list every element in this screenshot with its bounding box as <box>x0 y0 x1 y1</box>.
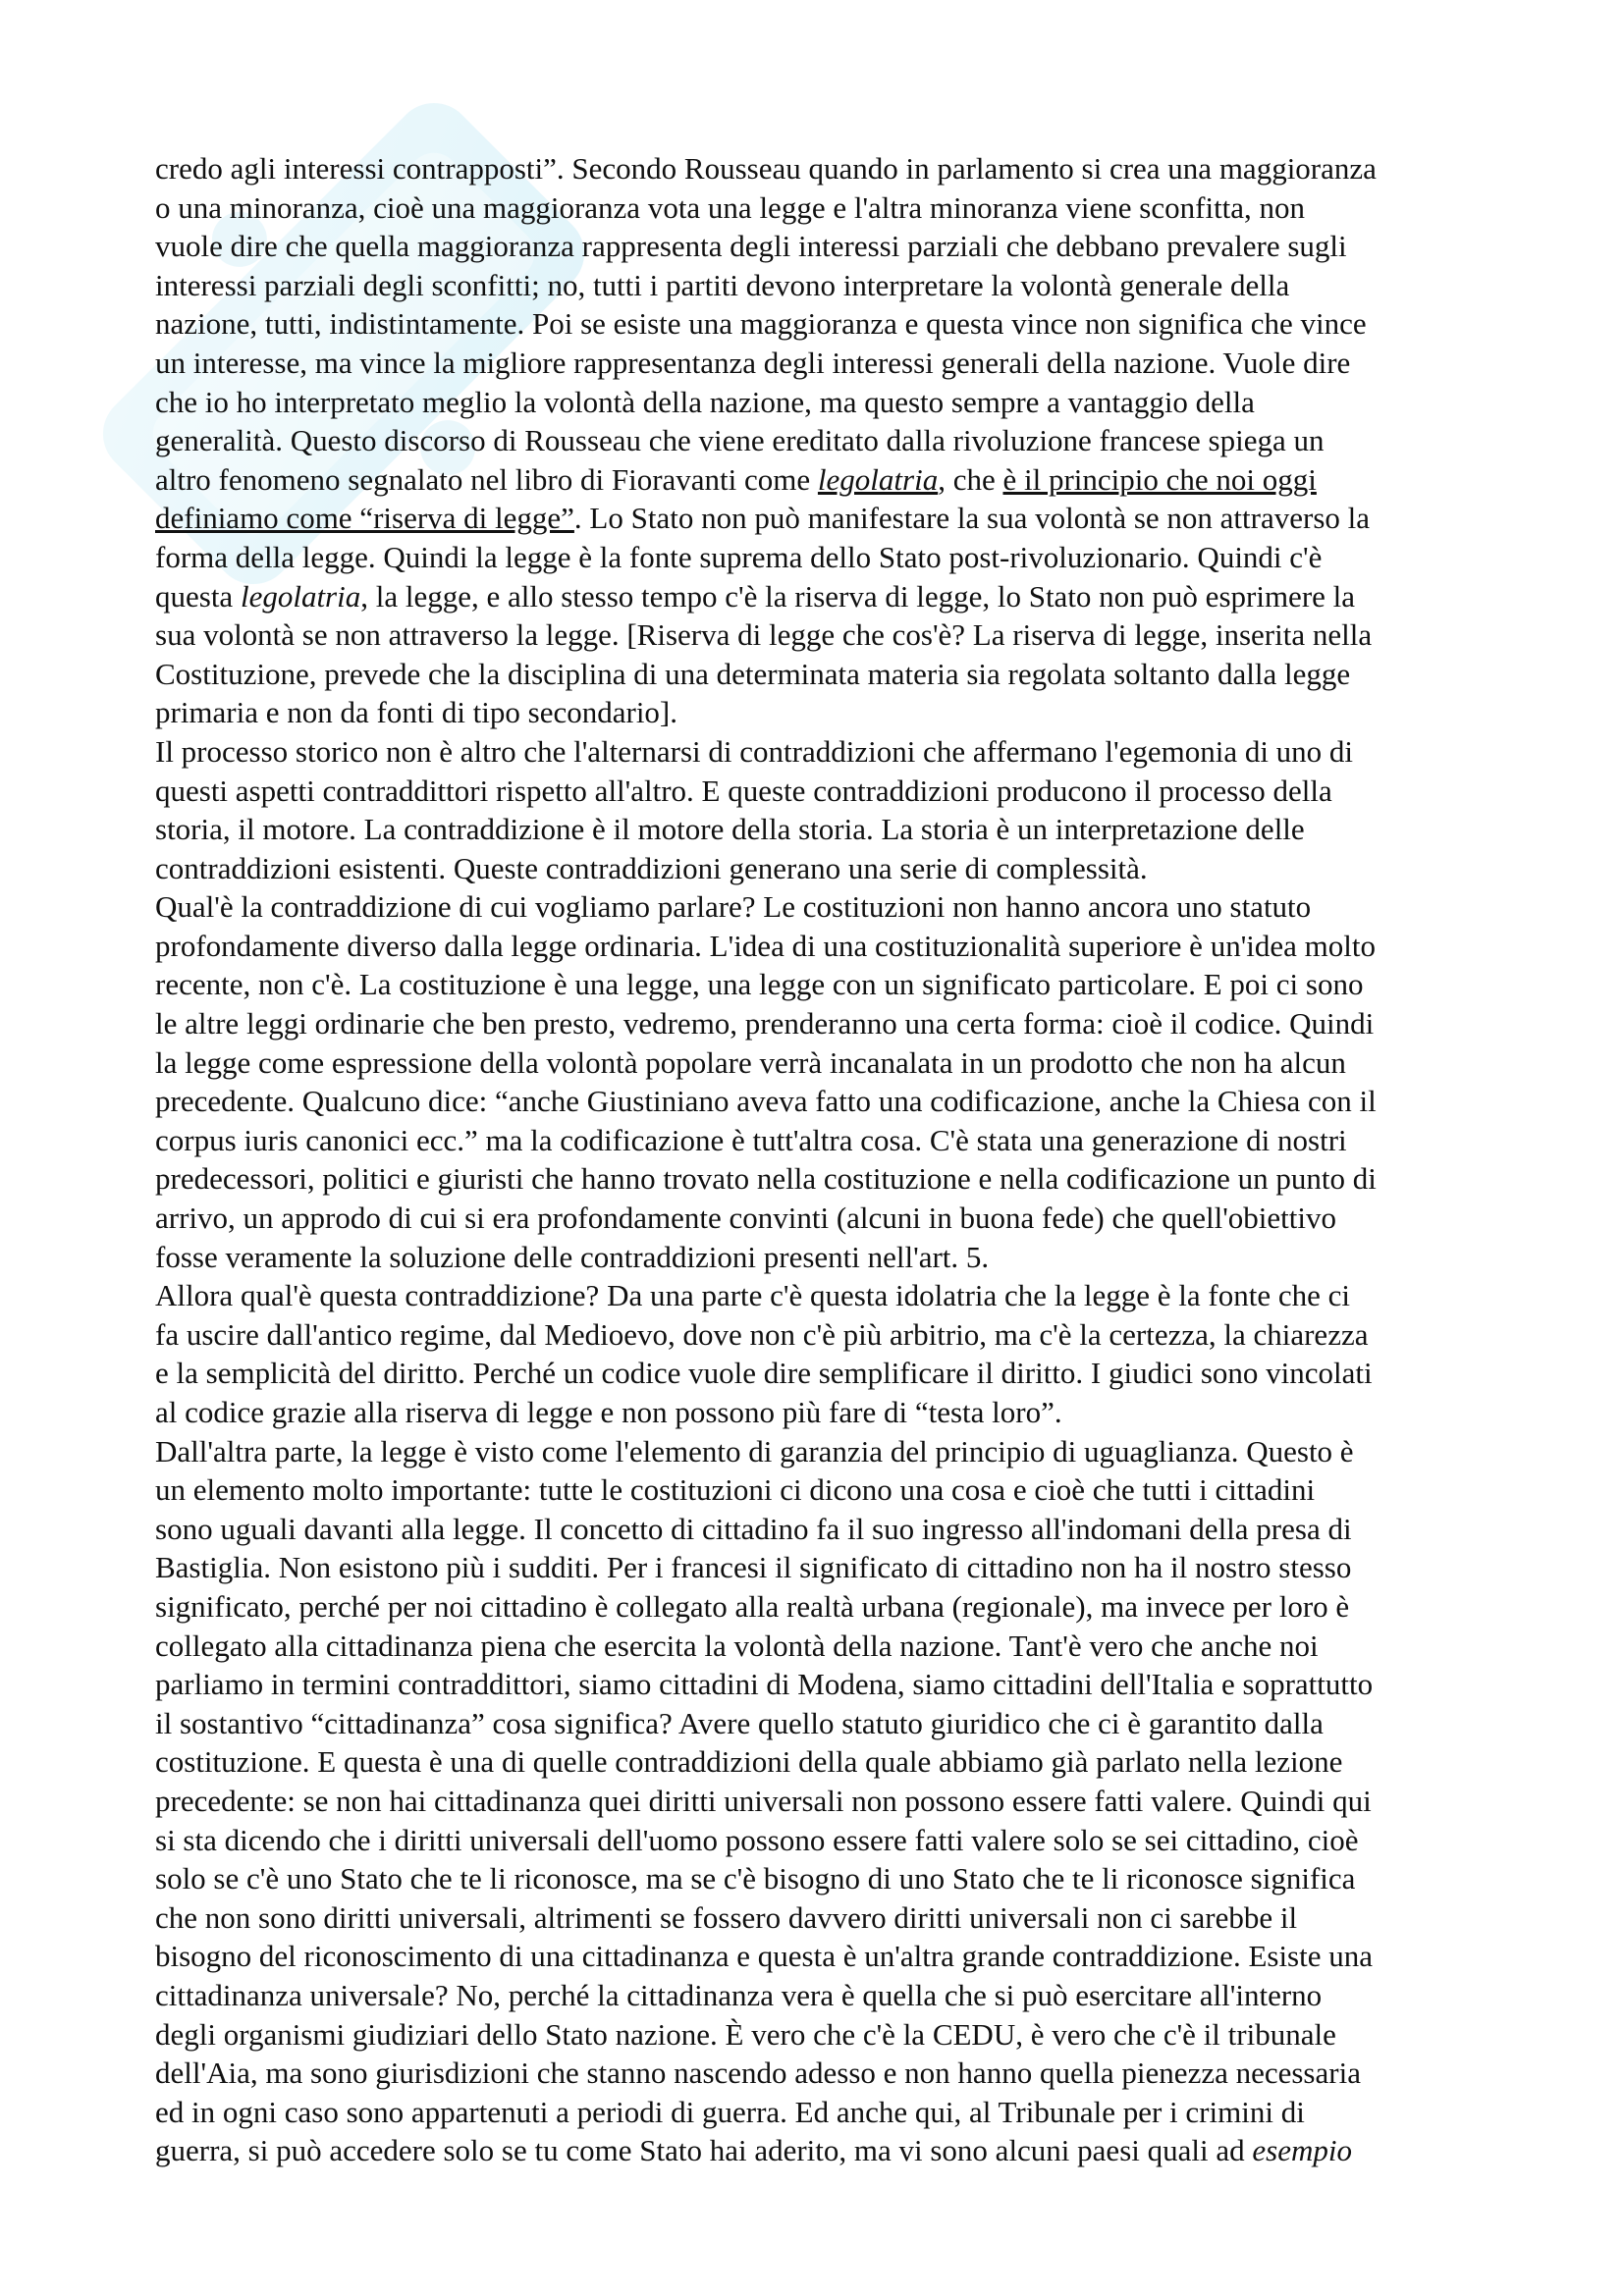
text-line <box>155 344 1471 383</box>
text-line <box>155 887 1471 927</box>
text-line <box>155 499 1471 538</box>
text-segment: sua volontà se non attraverso la legge. [Riserva di legge che cos'è? La riserva di legge, inserita nella <box>155 617 1373 653</box>
text-line <box>155 1782 1471 1821</box>
text-line <box>155 1976 1471 2015</box>
text-segment: altro fenomeno segnalato nel libro di Fioravanti come <box>155 461 818 497</box>
text-segment: Allora qual'è questa contraddizione? Da una parte c'è questa idolatria che la legge è la fonte che ci <box>155 1278 1351 1313</box>
text-line <box>155 2131 1471 2170</box>
text-segment: che non sono diritti universali, altrimenti se fossero davvero diritti universali non ci sarebbe il <box>155 1899 1298 1935</box>
text-segment: generalità. Questo discorso di Rousseau che viene ereditato dalla rivoluzione francese spiega un <box>155 423 1325 458</box>
text-line <box>155 927 1471 966</box>
text-segment: contraddizioni esistenti. Queste contraddizioni generano una serie di complessità. <box>155 850 1148 885</box>
text-segment: le altre leggi ordinarie che ben presto, vedremo, prenderanno una certa forma: cioè il codice. Quindi <box>155 1006 1375 1041</box>
text-line <box>155 1704 1471 1743</box>
text-segment: corpus iuris canonici ecc.” ma la codificazione è tutt'altra cosa. C'è stata una generazione di nostri <box>155 1122 1347 1157</box>
text-segment: Qual'è la contraddizione di cui vogliamo parlare? Le costituzioni non hanno ancora uno statuto <box>155 889 1312 925</box>
text-segment: guerra, si può accedere solo se tu come Stato hai aderito, ma vi sono alcuni paesi quali ad <box>155 2133 1253 2168</box>
text-segment: il sostantivo “cittadinanza” cosa significa? Avere quello statuto giuridico che ci è garantito dalla <box>155 1705 1324 1740</box>
text-segment: fa uscire dall'antico regime, dal Medioevo, dove non c'è più arbitrio, ma c'è la certezza, la chiarezza <box>155 1316 1369 1352</box>
text-line <box>155 266 1471 305</box>
text-segment-styled: esempio <box>1252 2133 1352 2168</box>
text-line <box>155 1354 1471 1393</box>
text-line <box>155 1432 1471 1471</box>
text-line <box>155 1898 1471 1938</box>
text-segment: significato, perché per noi cittadino è collegato alla realtà urbana (regionale), ma invece per loro è <box>155 1588 1350 1624</box>
text-segment-styled: è il principio che noi oggi <box>1002 461 1317 497</box>
text-segment: profondamente diverso dalla legge ordinaria. L'idea di una costituzionalità superiore è un'idea molto <box>155 928 1376 963</box>
text-line <box>155 1859 1471 1898</box>
text-line <box>155 1587 1471 1627</box>
document-body <box>155 149 1471 2170</box>
text-segment: primaria e non da fonti di tipo secondario]. <box>155 695 678 730</box>
text-segment: storia, il motore. La contraddizione è il motore della storia. La storia è un interpretazione delle <box>155 812 1305 847</box>
text-segment: ed in ogni caso sono appartenuti a periodi di guerra. Ed anche qui, al Tribunale per i crimini di <box>155 2094 1305 2129</box>
text-line <box>155 1004 1471 1043</box>
text-segment: cittadinanza universale? No, perché la cittadinanza vera è quella che si può esercitare all'interno <box>155 1977 1323 2012</box>
text-segment: nazione, tutti, indistintamente. Poi se esiste una maggioranza e questa vince non significa che vince <box>155 306 1367 342</box>
text-line <box>155 655 1471 694</box>
text-segment: , che <box>938 461 1003 497</box>
text-line <box>155 849 1471 888</box>
text-segment: o una minoranza, cioè una maggioranza vota una legge e l'altra minoranza viene sconfitta, non <box>155 189 1306 225</box>
text-line <box>155 1627 1471 1666</box>
text-segment: costituzione. E questa è una di quelle contraddizioni della quale abbiamo già parlato nella lezione <box>155 1744 1343 1780</box>
text-line <box>155 1276 1471 1315</box>
text-segment: credo agli interessi contrapposti”. Secondo Rousseau quando in parlamento si crea una maggioranza <box>155 151 1377 186</box>
text-segment: precedente: se non hai cittadinanza quei diritti universali non possono essere fatti valere. Quindi qui <box>155 1783 1372 1818</box>
text-line <box>155 1159 1471 1199</box>
text-segment: forma della legge. Quindi la legge è la fonte suprema dello Stato post-rivoluzionario. Quindi c'è <box>155 539 1323 574</box>
text-segment: dell'Aia, ma sono giurisdizioni che stanno nascendo adesso e non hanno quella pienezza necessaria <box>155 2056 1361 2091</box>
text-line <box>155 615 1471 655</box>
text-segment: . Lo Stato non può manifestare la sua volontà se non attraverso la <box>573 501 1371 536</box>
text-segment: un elemento molto importante: tutte le costituzioni ci dicono una cosa e cioè che tutti i cittadini <box>155 1472 1316 1508</box>
text-segment: Costituzione, prevede che la disciplina di una determinata materia sia regolata soltanto dalla legge <box>155 656 1351 691</box>
text-segment: fosse veramente la soluzione delle contraddizioni presenti nell'art. 5. <box>155 1239 990 1274</box>
text-segment: questi aspetti contraddittori rispetto all'altro. E queste contraddizioni producono il processo della <box>155 773 1332 808</box>
text-line <box>155 383 1471 422</box>
text-line <box>155 1393 1471 1432</box>
text-line <box>155 1121 1471 1160</box>
text-line <box>155 1315 1471 1355</box>
text-line <box>155 577 1471 616</box>
text-line <box>155 1510 1471 1549</box>
text-segment: solo se c'è uno Stato che te li riconosce, ma se c'è bisogno di uno Stato che te li riconosce significa <box>155 1861 1356 1896</box>
text-segment: al codice grazie alla riserva di legge e non possono più fare di “testa loro”. <box>155 1395 1062 1429</box>
text-segment: predecessori, politici e giuristi che hanno trovato nella costituzione e nella codificazione un punto di <box>155 1161 1377 1197</box>
text-segment: un interesse, ma vince la migliore rappresentanza degli interessi generali della nazione. Vuole dire <box>155 345 1351 380</box>
text-line <box>155 1238 1471 1277</box>
text-line <box>155 2015 1471 2055</box>
text-segment: degli organismi giudiziari dello Stato nazione. È vero che c'è la CEDU, è vero che c'è il tribunale <box>155 2016 1336 2052</box>
text-line <box>155 227 1471 266</box>
text-line <box>155 149 1471 188</box>
text-line <box>155 2093 1471 2132</box>
text-segment-styled: definiamo come “riserva di legge” <box>155 501 574 536</box>
text-segment: bisogno del riconoscimento di una cittadinanza e questa è un'altra grande contraddizione. Esiste una <box>155 1939 1373 1974</box>
text-line <box>155 1043 1471 1083</box>
text-line <box>155 1665 1471 1704</box>
text-segment-styled: legolatria <box>240 578 361 614</box>
text-line <box>155 810 1471 849</box>
text-line <box>155 965 1471 1004</box>
text-segment: questa <box>155 578 241 614</box>
text-segment: , la legge, e allo stesso tempo c'è la riserva di legge, lo Stato non può esprimere la <box>360 578 1356 614</box>
text-segment: precedente. Qualcuno dice: “anche Giustiniano aveva fatto una codificazione, anche la Chiesa con il <box>155 1084 1377 1119</box>
text-segment: collegato alla cittadinanza piena che esercita la volontà della nazione. Tant'è vero che anche noi <box>155 1628 1319 1663</box>
text-segment: interessi parziali degli sconfitti; no, tutti i partiti devono interpretare la volontà generale della <box>155 267 1290 302</box>
text-segment: arrivo, un approdo di cui si era profondamente convinti (alcuni in buona fede) che quell'obiettivo <box>155 1201 1337 1236</box>
text-line <box>155 1821 1471 1860</box>
text-line <box>155 188 1471 228</box>
text-line <box>155 1548 1471 1587</box>
text-line <box>155 421 1471 460</box>
text-line <box>155 460 1471 500</box>
text-segment: Dall'altra parte, la legge è visto come l'elemento di garanzia del principio di uguaglianza. Questo è <box>155 1433 1354 1468</box>
text-segment: e la semplicità del diritto. Perché un codice vuole dire semplificare il diritto. I giudici sono vincolati <box>155 1356 1373 1391</box>
text-line <box>155 1470 1471 1510</box>
text-segment: recente, non c'è. La costituzione è una legge, una legge con un significato particolare. E poi ci sono <box>155 967 1364 1002</box>
text-segment: la legge come espressione della volontà popolare verrà incanalata in un prodotto che non ha alcun <box>155 1044 1346 1080</box>
text-line <box>155 1937 1471 1976</box>
text-segment: vuole dire che quella maggioranza rappresenta degli interessi parziali che debbano prevalere sugli <box>155 229 1347 264</box>
text-segment: Il processo storico non è altro che l'alternarsi di contraddizioni che affermano l'egemonia di uno di <box>155 733 1354 769</box>
text-line <box>155 1199 1471 1238</box>
text-segment-styled: legolatria <box>817 461 939 497</box>
text-line <box>155 538 1471 577</box>
text-line <box>155 1082 1471 1121</box>
text-segment: si sta dicendo che i diritti universali dell'uomo possono essere fatti valere solo se sei cittadino, cioè <box>155 1822 1359 1857</box>
text-line <box>155 1742 1471 1782</box>
text-segment: parliamo in termini contraddittori, siamo cittadini di Modena, siamo cittadini dell'Italia e soprattutto <box>155 1667 1374 1702</box>
text-line <box>155 2054 1471 2093</box>
text-segment: che io ho interpretato meglio la volontà della nazione, ma questo sempre a vantaggio della <box>155 384 1255 419</box>
text-line <box>155 304 1471 344</box>
text-segment: sono uguali davanti alla legge. Il concetto di cittadino fa il suo ingresso all'indomani della presa di <box>155 1511 1352 1546</box>
text-line <box>155 772 1471 811</box>
text-line <box>155 693 1471 732</box>
text-segment: Bastiglia. Non esistono più i sudditi. Per i francesi il significato di cittadino non ha il nostro stesso <box>155 1550 1352 1585</box>
text-line <box>155 732 1471 772</box>
